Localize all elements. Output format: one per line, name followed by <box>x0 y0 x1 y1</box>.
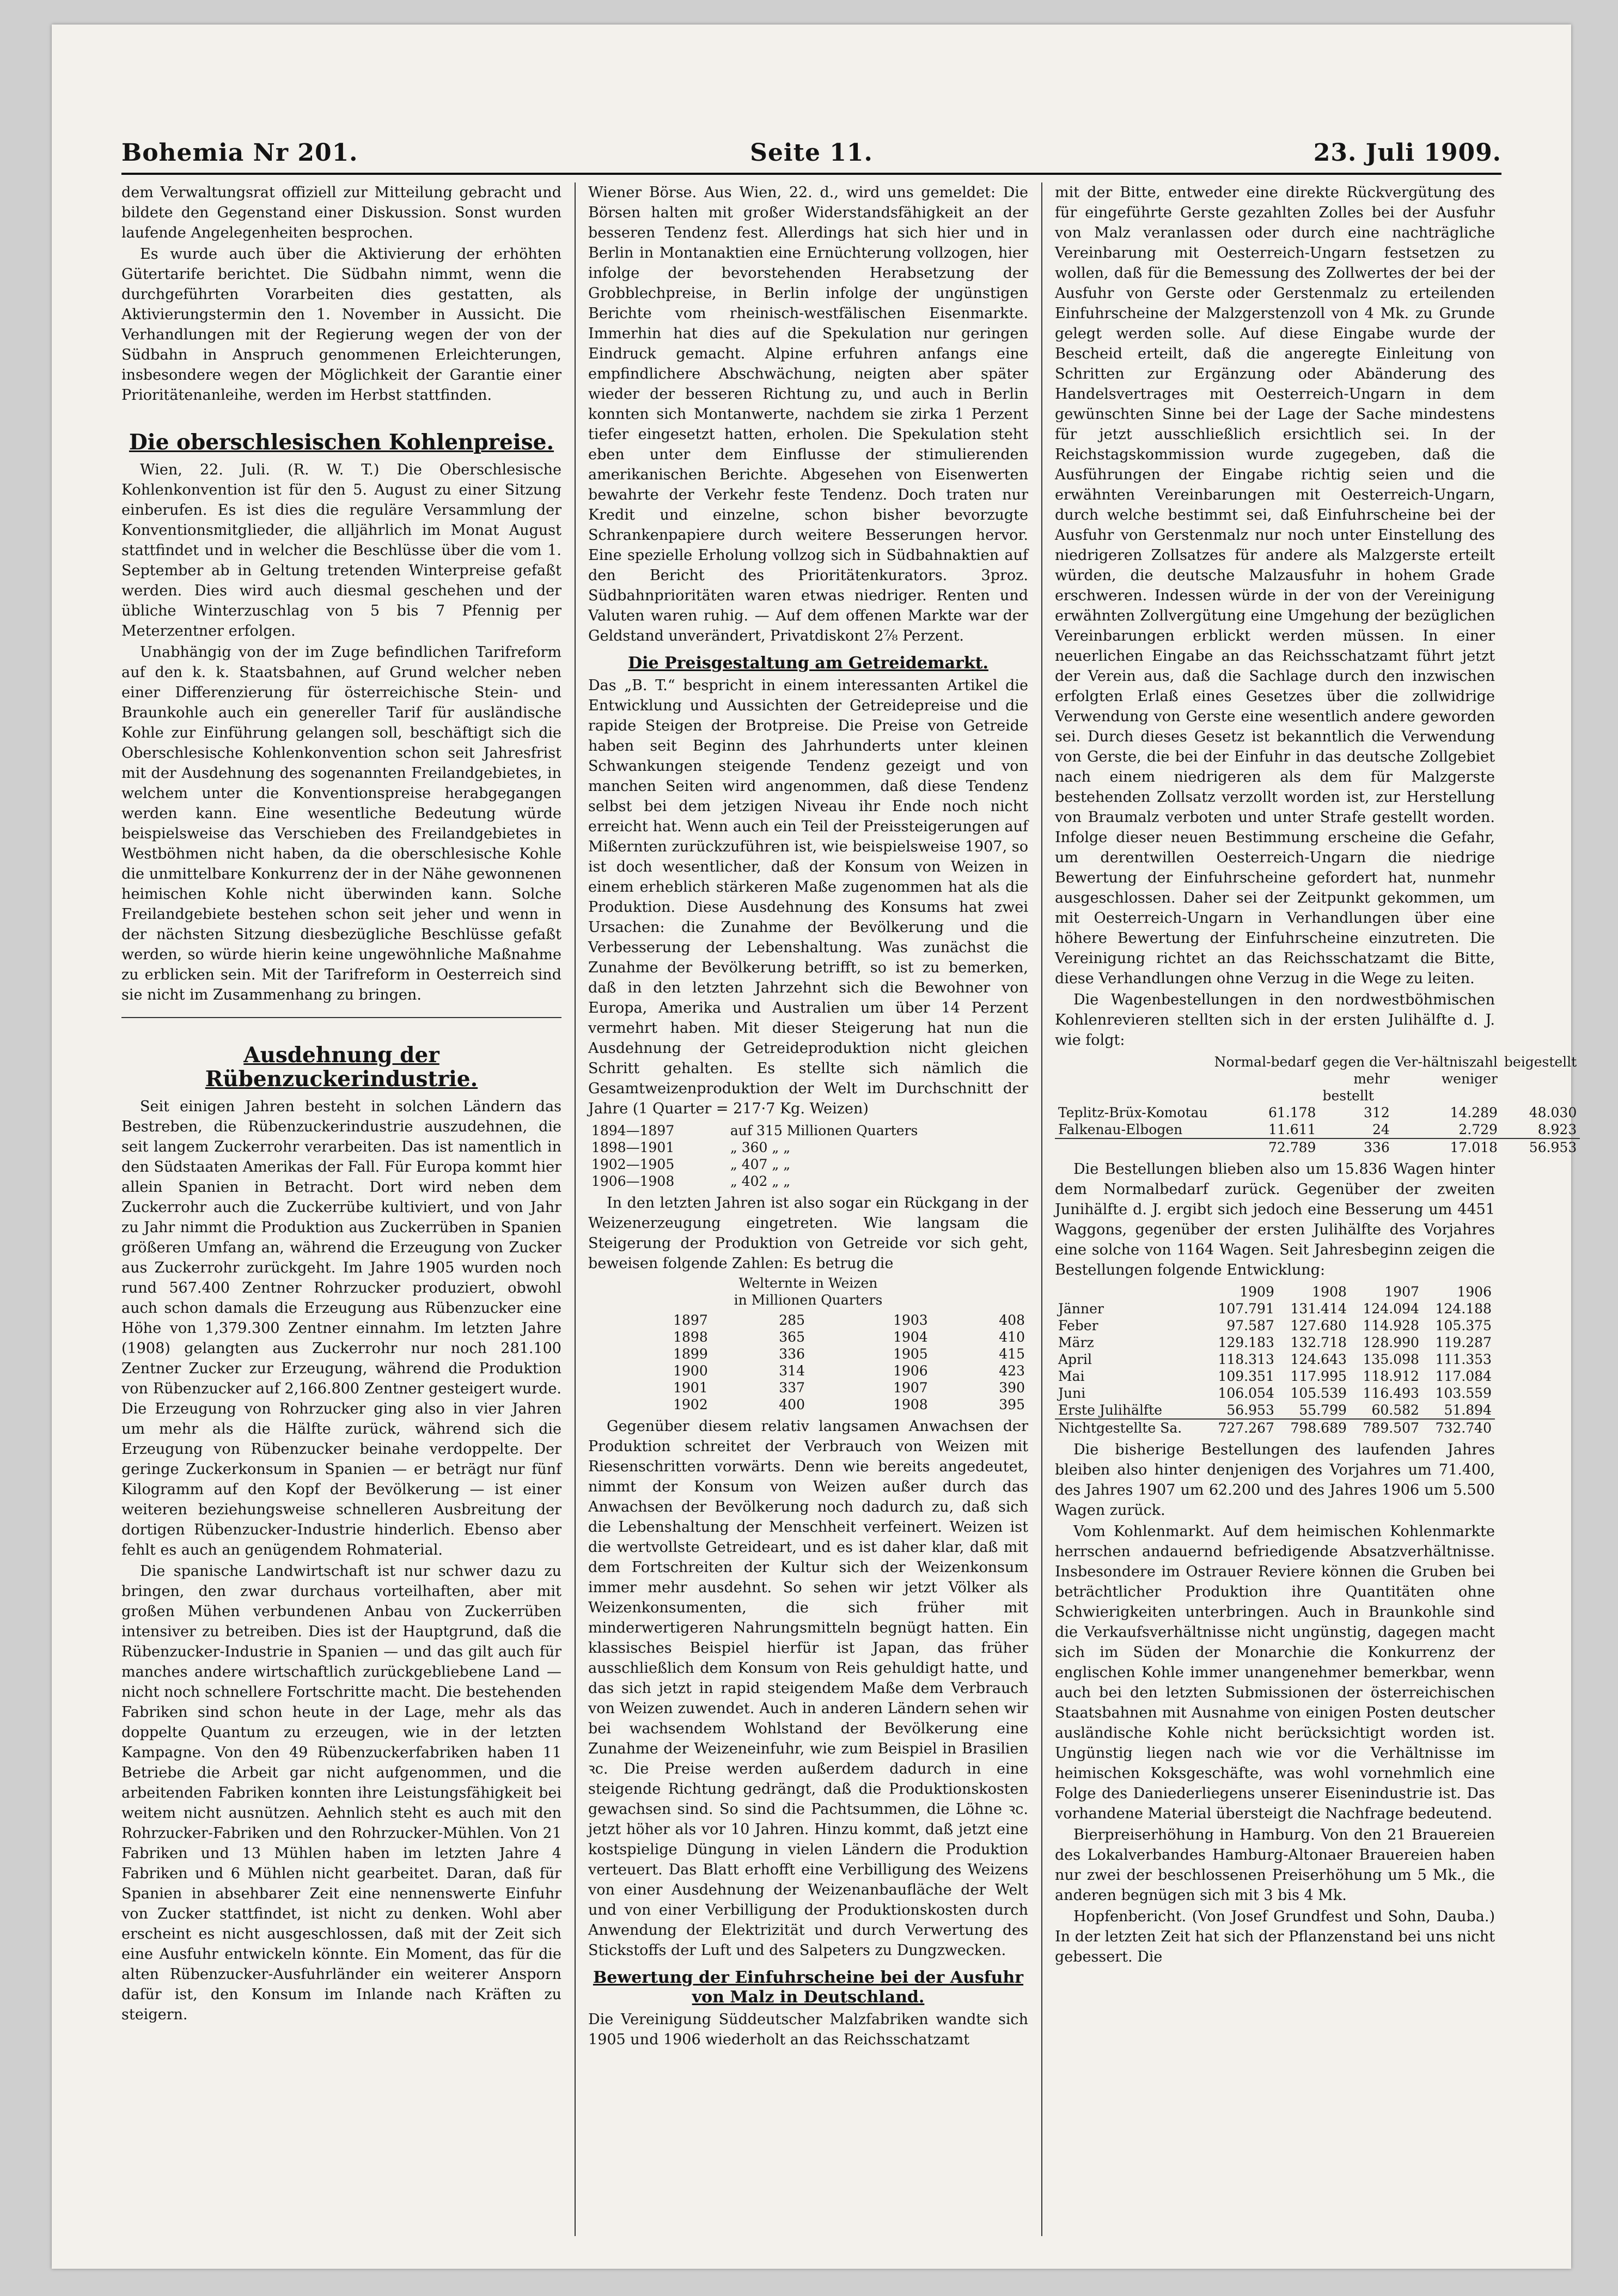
table-cell: Mai <box>1058 1368 1085 1384</box>
table-cell: 365 <box>779 1329 805 1345</box>
paragraph: Vom Kohlenmarkt. Auf dem heimischen Kohlenmarkte herrschen andauernd befriedigende Absatzverhältnisse. Insbesondere im Ostrauer Reviere können die Gruben bei beträchtlicher Produktion ihre Quantitäten ohne Schwierigkeiten unterbringen. Auch in Braunkohle sind die Verkaufsverhältnisse nicht ungünstig, dagegen macht sich im Süden der Monarchie die Konkurrenz der englischen Kohle immer unangenehmer bemerkbar, wenn auch bei den letzten Submissionen der österreichischen Staatsbahnen mit Ausnahme von einigen Posten deutscher ausländische Kohle nicht berücksichtigt worden ist. Ungünstig liegen nach wie vor die Verhältnisse im heimischen Koksgeschäfte, was wohl vornehmlich eine Folge des Daniederliegens unserer Eisenindustrie ist. Das vorhandene Material übersteigt die Nachfrage bedeutend. <box>1055 1523 1495 1822</box>
table-cell: 24 <box>1372 1122 1390 1137</box>
paragraph: Wiener Börse. Aus Wien, 22. d., wird uns gemeldet: Die Börsen halten mit großer Widerstandsfähigkeit an der besseren Tendenz fest. Allerdings hat sich hier und in Berlin in Montanaktien eine Ernüchterung vollzogen, hier infolge der bevorstehenden Herabsetzung der Grobblechpreise, in Berlin infolge der ungünstigen Berichte vom rheinisch-westfälischen Eisenmarkte. Immerhin hat dies auf die Spekulation nur geringen Eindruck gemacht. Alpine erfuhren anfangs eine empfindlichere Abschwächung, neigten aber später wieder der besseren Richtung zu, und auch in Berlin konnten sich Montanwerte, nachdem sie zirka 1 Perzent tiefer eingesetzt hatten, erholen. Die Spekulation steht eben unter dem Einflusse der stimulierenden amerikanischen Berichte. Abgesehen von Eisenwerten bewahrte der Verkehr feste Tendenz. Doch traten nur Kredit und einzelne, schon bisher bevorzugte Schrankenpapiere durch weitere Besserungen hervor. Eine spezielle Erholung vollzog sich in Südbahnaktien auf den Bericht des Prioritätenkurators. 3proz. Südbahnprioritäten waren etwas niedriger. Renten und Valuten waren ruhig. — Auf dem offenen Markte war der Geldstand unverändert, Privatdiskont 2⁷⁄₈ Perzent. <box>588 184 1028 644</box>
table-cell: 423 <box>999 1363 1025 1379</box>
table-cell: auf 315 Millionen Quarters <box>730 1123 918 1138</box>
table-cell: 1898 <box>673 1329 708 1345</box>
table-cell: 1903 <box>893 1312 928 1328</box>
table-cell: 61.178 <box>1268 1105 1316 1120</box>
paragraph: Die spanische Landwirtschaft ist nur schwer dazu zu bringen, den zwar durchaus vorteilhaften, aber mit großen Mühen verbundenen Anbau von Zuckerrüben intensiver zu betreiben. Dies ist der Hauptgrund, daß die Rübenzucker-Industrie in Spanien — und das gilt auch für manches andere wirtschaftlich zurückgebliebene Land — nicht noch schnellere Fortschritte macht. Die bestehenden Fabriken sind schon heute in der Lage, mehr als das doppelte Quantum zu erzeugen, wie in der letzten Kampagne. Von den 49 Rübenzuckerfabriken haben 11 Betriebe die Arbeit gar nicht aufgenommen, und die arbeitenden Fabriken konnten ihre Leistungsfähigkeit bei weitem nicht ausnützen. Aehnlich steht es auch mit den Rohrzucker-Fabriken und den Rohrzucker-Mühlen. Von 21 Fabriken und 13 Mühlen haben im letzten Jahre 4 Fabriken und 6 Mühlen nicht gearbeitet. Daran, daß für Spanien in absehbarer Zeit eine nennenswerte Einfuhr von Zucker stattfindet, ist nicht zu denken. Wohl aber erscheint es nicht ausgeschlossen, daß mit der Zeit sich eine Ausfuhr entwickeln könnte. Ein Moment, das für die alten Rübenzucker-Ausfuhrländer ein weiterer Ansporn dafür ist, den Konsum im Inlande nach Kräften zu steigern. <box>121 1563 561 2023</box>
table-cell: 1906 <box>1457 1284 1492 1300</box>
table-cell: 410 <box>999 1329 1025 1345</box>
paragraph: Es wurde auch über die Aktivierung der erhöhten Gütertarife berichtet. Die Südbahn nimmt, wenn die durchgeführten Vorarbeiten dies gestatten, als Aktivierungstermin den 1. November in Aussicht. Die Verhandlungen mit der Regierung wegen der von der Südbahn in Anspruch genommenen Erleichterungen, insbesondere wegen der Möglichkeit der Garantie einer Prioritätenanleihe, werden im Herbst stattfinden. <box>121 246 561 404</box>
table-cell: 131.414 <box>1290 1301 1347 1317</box>
paragraph: Das „B. T.“ bespricht in einem interessanten Artikel die Entwicklung und Aussichten der Getreidepreise und die rapide Steigen der Brotpreise. Die Preise von Getreide haben seit Beginn des Jahrhunderts unter kleinen Schwankungen steigende Tendenz gezeigt und von manchen Seiten wird angenommen, daß diese Tendenz selbst bei dem jetzigen Niveau ihr Ende noch nicht erreicht hat. Wenn auch ein Teil der Preissteigerungen auf Mißernten zurückzuführen ist, wie beispielsweise 1907, so ist doch wesentlicher, daß der Konsum von Weizen in einem erheblich stärkeren Maße zugenommen hat als die Produktion. Diese Ausdehnung des Konsums hat zwei Ursachen: die Zunahme der Bevölkerung und die Verbesserung der Lebenshaltung. Was zunächst die Zunahme der Bevölkerung betrifft, so ist zu bemerken, daß in den letzten Jahrzehnt sich die Bewohner von Europa, Amerika und Australien um über 14 Perzent vermehrt haben. Mit dieser Steigerung hat nun die Ausdehnung der Getreideproduktion nicht gleichen Schritt gehalten. Es stellte sich nämlich die Gesamtweizenproduktion der Welt im Durchschnitt der Jahre (1 Quarter = 217·7 Kg. Weizen) <box>588 677 1028 1117</box>
table-cell: 117.084 <box>1435 1368 1492 1384</box>
paragraph: Seit einigen Jahren besteht in solchen Ländern das Bestreben, die Rübenzuckerindustrie auszudehnen, die seit langem Zuckerrohr verarbeiten. Das ist namentlich in den Südstaaten Amerikas der Fall. Für Europa kommt hier allein Spanien in Betracht. Dort wird neben dem Zuckerrohr auch die Zuckerrübe kultiviert, und von Jahr zu Jahr nimmt die Produktion aus Zuckerrüben in Spanien größeren Umfang an, während die Erzeugung von Zucker aus Zuckerrohr zurückgeht. Im Jahre 1905 wurden noch rund 567.400 Zentner Rohrzucker produziert, obwohl auch schon damals die Erzeugung aus Rübenzucker eine Höhe von 1,379.300 Zentner einnahm. Im letzten Jahre (1908) gelangten aus Zuckerrohr nur noch 281.100 Zentner Zucker zur Erzeugung, während die Produktion von Rübenzucker auf 2,166.800 Zentner gesteigert wurde. Die Erzeugung von Rohrzucker ging also in vier Jahren um mehr als die Hälfte zurück, während sich die Erzeugung von Rübenzucker beinahe verdoppelte. Der geringe Zuckerkonsum in Spanien — er beträgt nur fünf Kilogramm auf den Kopf der Bevölkerung — ist einer weiteren beziehungsweise schnelleren Ausbreitung der dortigen Rübenzucker-Industrie hinderlich. Ebenso aber fehlt es auch an genügendem Rohmaterial. <box>121 1098 561 1558</box>
table-row <box>588 1122 1028 1139</box>
table-cell: 8.923 <box>1537 1122 1577 1137</box>
table-cell: 1898—1901 <box>591 1140 675 1155</box>
table-cell: 105.539 <box>1290 1385 1347 1401</box>
table-cell: März <box>1058 1335 1094 1350</box>
table-cell: 400 <box>779 1397 805 1412</box>
table-cell: 128.990 <box>1363 1335 1419 1350</box>
monthly-table <box>1055 1283 1495 1436</box>
article-heading: Die oberschlesischen Kohlenpreise. <box>129 430 554 455</box>
paragraph: Die bisherige Bestellungen des laufenden Jahres bleiben also hinter denjenigen des Vorjahres um 71.400, des Jahres 1907 um 62.200 und des Jahres 1906 um 5.500 Wagen zurück. <box>1055 1441 1495 1519</box>
table-cell: 1908 <box>1312 1284 1347 1300</box>
table-cell: April <box>1058 1351 1092 1367</box>
table-cell: „ 407 „ „ <box>730 1156 791 1172</box>
table-cell: 1897 <box>673 1312 708 1328</box>
column-rule <box>1041 182 1042 2236</box>
table-cell: 106.054 <box>1218 1385 1274 1401</box>
table-cell: „ 402 „ „ <box>730 1173 791 1189</box>
table-cell: 105.375 <box>1435 1318 1492 1333</box>
table-cell: 116.493 <box>1363 1385 1419 1401</box>
table-cell: 107.791 <box>1218 1301 1274 1317</box>
table-row <box>588 1345 1028 1362</box>
table-cell: 1900 <box>673 1363 708 1379</box>
table-cell: 56.953 <box>1226 1402 1274 1418</box>
table-cell: 1906—1908 <box>591 1173 675 1189</box>
paragraph: Gegenüber diesem relativ langsamen Anwachsen der Produktion schreitet der Verbrauch von Weizen mit Riesenschritten vorwärts. Denn wie bereits angedeutet, nimmt der Konsum von Weizen außer durch das Anwachsen der Bevölkerung noch dadurch zu, daß sich die Lebenshaltung der Menschheit verfeinert. Weizen ist die wertvollste Getreideart, und es ist daher klar, daß mit dem Fortschreiten der Kultur sich der Weizenkonsum immer mehr ausdehnt. So sehen wir jetzt Völker als Weizenkonsumenten, die sich früher mit minderwertigeren Nahrungsmitteln begnügt hatten. Ein klassisches Beispiel hierfür ist Japan, das früher ausschließlich dem Konsum von Reis gehuldigt hatte, und das sich jetzt in rapid steigendem Maße dem Verbrauch von Weizen zuwendet. Auch in anderen Ländern sehen wir bei wachsendem Wohlstand der Bevölkerung eine Zunahme der Weizeneinfuhr, wie zum Beispiel in Brasilien ꝛc. Die Preise werden außerdem dadurch in eine steigende Richtung gedrängt, daß die Produktionskosten gewachsen sind. So sind die Pachtsummen, die Löhne ꝛc. jetzt höher als vor 10 Jahren. Hinzu kommt, daß jetzt eine kostspielige Düngung in vielen Ländern die Produktion verteuert. Das Blatt erhofft eine Verbilligung des Weizens von einer Ausdehnung der Weizenanbaufläche der Welt und von einer Verbilligung der Produktionskosten durch Anwendung der Elektrizität und durch Verwertung des Stickstoffs der Luft und des Salpeters zu Dungzwecken. <box>588 1418 1028 1959</box>
table-header <box>1055 1283 1205 1300</box>
column-1 <box>121 182 561 2236</box>
table-row <box>1055 1368 1495 1385</box>
production-table <box>588 1122 1028 1190</box>
table-header <box>1501 1087 1580 1104</box>
table-cell: 336 <box>779 1346 805 1362</box>
table-row <box>588 1156 1028 1173</box>
table-cell: 48.030 <box>1529 1105 1577 1120</box>
table-cell: 395 <box>999 1397 1025 1412</box>
paragraph: Bierpreiserhöhung in Hamburg. Von den 21 Brauereien des Lokalverbandes Hamburg-Altonaer Brauereien haben nur zwei der beschlossenen Preiserhöhung um 5 Mk., die anderen begnügen sich mit 3 bis 4 Mk. <box>1055 1826 1495 1904</box>
table-cell: 14.289 <box>1450 1105 1498 1120</box>
table-cell: 798.689 <box>1278 1419 1350 1436</box>
table-cell: 135.098 <box>1363 1351 1419 1367</box>
table-cell: 1907 <box>893 1380 928 1396</box>
table-cell: Juni <box>1058 1385 1086 1401</box>
table-row <box>1055 1419 1495 1436</box>
paragraph: Hopfenbericht. (Von Josef Grundfest und Sohn, Dauba.) In der letzten Zeit hat sich der Pflanzenstand bei uns nicht gebessert. Die <box>1055 1908 1495 1965</box>
paragraph: dem Verwaltungsrat offiziell zur Mitteilung gebracht und bildete den Gegenstand einer Diskussion. Sonst wurden laufende Angelegenheiten besprochen. <box>121 184 561 241</box>
column-rule <box>575 182 576 2236</box>
table-row <box>1055 1317 1495 1334</box>
masthead <box>121 117 1501 188</box>
table-cell: 337 <box>779 1380 805 1396</box>
table-row <box>588 1312 1028 1329</box>
table-row <box>1055 1138 1580 1156</box>
page-number: Seite 11. <box>750 139 873 167</box>
table-cell: 314 <box>779 1363 805 1379</box>
masthead-rule <box>121 173 1501 175</box>
table-cell: Nichtgestellte Sa. <box>1055 1419 1205 1436</box>
table-cell: 1909 <box>1240 1284 1274 1300</box>
table-header <box>1211 1070 1320 1087</box>
table-cell: Erste Julihälfte <box>1058 1402 1163 1418</box>
paragraph: In den letzten Jahren ist also sogar ein Rückgang in der Weizenerzeugung eingetreten. Wie langsam die Steigerung der Produktion von Getreide vor sich geht, beweisen folgende Zahlen: Es betrug die <box>588 1195 1028 1272</box>
table-cell: 1905 <box>893 1346 928 1362</box>
table-cell: 109.351 <box>1218 1368 1274 1384</box>
table-cell: 60.582 <box>1371 1402 1419 1418</box>
paragraph: Die Vereinigung Süddeutscher Malzfabriken wandte sich 1905 und 1906 wiederholt an das Reichsschatzamt <box>588 2011 1028 2048</box>
paragraph: Unabhängig von der im Zuge befindlichen Tarifreform auf den k. k. Staatsbahnen, auf Grund welcher neben einer Differenzierung für österreichische Stein- und Braunkohle auch ein genereller Tarif für ausländische Kohle zur Einführung gelangen soll, beschäftigt sich die Oberschlesische Kohlenkonvention schon seit Jahresfrist mit der Ausdehnung des sogenannten Freilandgebietes, in welchem unter die Konventionspreise herabgegangen werden kann. Eine wesentliche Bedeutung würde beispielsweise das Verschieben des Freilandgebietes in Westböhmen nicht haben, da die oberschlesische Kohle die unmittelbare Konkurrenz der in der Nähe gewonnenen heimischen Kohle nicht überwinden kann. Solche Freilandgebiete bestehen schon seit jeher und wenn in der nächsten Sitzung diesbezügliche Beschlüsse gefaßt werden, so würde hierin keine ungewöhnliche Maßnahme zu erblicken sein. Mit der Tarifreform in Oesterreich sind sie nicht im Zusammenhang zu bringen. <box>121 644 561 1003</box>
table-cell: 97.587 <box>1226 1318 1274 1333</box>
table-cell: 1904 <box>893 1329 928 1345</box>
article-heading: Die Preisgestaltung am Getreidemarkt. <box>628 654 988 673</box>
table-cell: 124.188 <box>1435 1301 1492 1317</box>
table-row <box>1055 1121 1580 1138</box>
table-cell: Feber <box>1058 1318 1098 1333</box>
table-header: Normal-bedarf <box>1214 1054 1316 1070</box>
table-cell: 1902—1905 <box>591 1156 675 1172</box>
table-cell: 732.740 <box>1422 1419 1495 1436</box>
table-row <box>588 1379 1028 1396</box>
table-cell: 119.287 <box>1435 1335 1492 1350</box>
table-cell: 56.953 <box>1501 1138 1580 1156</box>
table-cell: 118.912 <box>1363 1368 1419 1384</box>
table-cell: 789.507 <box>1350 1419 1422 1436</box>
wagon-table <box>1055 1053 1580 1156</box>
table-cell: 285 <box>779 1312 805 1328</box>
table-header <box>1055 1070 1211 1087</box>
table-cell: 17.018 <box>1393 1138 1501 1156</box>
table-cell: 111.353 <box>1435 1351 1492 1367</box>
newspaper-page <box>52 25 1577 2269</box>
table-cell: 127.680 <box>1290 1318 1347 1333</box>
table-row <box>588 1139 1028 1156</box>
table-cell: 129.183 <box>1218 1335 1274 1350</box>
table-cell: 124.643 <box>1290 1351 1347 1367</box>
column-2 <box>588 182 1028 2236</box>
table-cell: 1902 <box>673 1397 708 1412</box>
table-header <box>1211 1087 1320 1104</box>
table-header: weniger <box>1441 1071 1498 1087</box>
table-cell: 1906 <box>893 1363 928 1379</box>
table-cell: 11.611 <box>1268 1122 1316 1137</box>
table-header: mehr <box>1353 1071 1390 1087</box>
table-cell: 103.559 <box>1435 1385 1492 1401</box>
separator <box>121 1017 561 1018</box>
article-heading: Bewertung der Einfuhrscheine bei der Ausfuhr von Malz in Deutschland. <box>593 1968 1024 2007</box>
paragraph: Die Wagenbestellungen in den nordwestböhmischen Kohlenrevieren stellten sich in der ersten Julihälfte d. J. wie folgt: <box>1055 991 1495 1049</box>
harvest-table <box>588 1312 1028 1413</box>
table-cell: 1894—1897 <box>591 1123 675 1138</box>
table-cell: 727.267 <box>1205 1419 1278 1436</box>
table-cell: 1899 <box>673 1346 708 1362</box>
table-row <box>588 1329 1028 1345</box>
table-cell: Falkenau-Elbogen <box>1058 1122 1183 1137</box>
table-cell: 390 <box>999 1380 1025 1396</box>
masthead-date: 23. Juli 1909. <box>1313 139 1501 167</box>
table-row <box>1055 1351 1495 1368</box>
table-cell: Teplitz-Brüx-Komotau <box>1058 1105 1208 1120</box>
table-cell: 114.928 <box>1363 1318 1419 1333</box>
table-row <box>588 1396 1028 1413</box>
table-cell: 55.799 <box>1299 1402 1347 1418</box>
table-cell: „ 360 „ „ <box>730 1140 791 1155</box>
table-row <box>1055 1385 1495 1402</box>
table-cell: 312 <box>1364 1105 1390 1120</box>
table-cell: 415 <box>999 1346 1025 1362</box>
table-header: bestellt <box>1322 1088 1374 1104</box>
table-cell: 72.789 <box>1211 1138 1320 1156</box>
table-row <box>1055 1402 1495 1419</box>
table-header <box>1055 1087 1211 1104</box>
table-cell: 1908 <box>893 1397 928 1412</box>
table-cell <box>1055 1138 1211 1156</box>
column-3 <box>1055 182 1577 2236</box>
table-cell: 51.894 <box>1444 1402 1492 1418</box>
table-header: gegen die Ver-hältniszahl <box>1322 1054 1498 1070</box>
table-header <box>1055 1053 1211 1070</box>
table-cell: 124.094 <box>1363 1301 1419 1317</box>
paragraph: Die Bestellungen blieben also um 15.836 Wagen hinter dem Normalbedarf zurück. Gegenüber der zweiten Junihälfte d. J. ergibt sich jedoch eine Besserung um 4451 Waggons, gegenüber der ersten Julihälfte des Vorjahres eine solche von 1164 Wagen. Seit Jahresbeginn zeigen die Bestellungen folgende Entwicklung: <box>1055 1161 1495 1278</box>
table-cell: 1907 <box>1384 1284 1419 1300</box>
table-cell: 336 <box>1319 1138 1393 1156</box>
paragraph: Wien, 22. Juli. (R. W. T.) Die Oberschlesische Kohlenkonvention ist für den 5. August zu einer Sitzung einberufen. Es ist dies die reguläre Versammlung der Konventionsmitglieder, die alljährlich im Monat August stattfindet und in welcher die Beschlüsse über die vom 1. September ab in Geltung tretenden Winterpreise gefaßt werden. Dies wird auch diesmal geschehen und der übliche Winterzuschlag von 5 bis 7 Pfennig per Meterzentner erfolgen. <box>121 461 561 640</box>
table-header <box>1501 1070 1580 1087</box>
table-header: beigestellt <box>1504 1054 1577 1070</box>
table-cell: 132.718 <box>1290 1335 1347 1350</box>
table-row <box>1055 1334 1495 1351</box>
table-cell: 2.729 <box>1458 1122 1498 1137</box>
table-cell: 118.313 <box>1218 1351 1274 1367</box>
table-title: Welternte in Weizen <box>738 1275 878 1291</box>
paragraph: mit der Bitte, entweder eine direkte Rückvergütung des für eingeführte Gerste gezahlten Zolles bei der Ausfuhr von Malz veranlassen oder durch eine nachträgliche Vereinbarung mit Oesterreich-Ungarn festsetzen zu wollen, daß für die Bemessung des Zollwertes der bei der Ausfuhr von Gerste oder Gerstenmalz zu erteilenden Einfuhrscheine der Malzgerstenzoll von 4 Mk. zu Grunde gelegt werden solle. Auf diese Eingabe wurde der Bescheid erteilt, daß die angeregte Einleitung von Schritten zur Ergänzung oder Abänderung des Handelsvertrages mit Oesterreich-Ungarn in dem gewünschten Sinne bei der Lage der Sache mindestens für jetzt ausschließlich ersichtlich sei. In der Reichstagskommission wurde zugegeben, daß die Ausführungen der Eingabe richtig seien und die erwähnten Vereinbarungen mit Oesterreich-Ungarn, durch welche bestimmt sei, daß Einfuhrscheine bei der Ausfuhr von Gerstenmalz nur noch unter Einstellung des niedrigeren Zollsatzes für andere als Malzgerste erteilt würden, die deutsche Malzausfuhr in hohem Grade erschweren. Indessen würde in der von der Vereinigung erwähnten Zollvergütung eine Umgehung der bezüglichen Vereinbarungen erblickt werden müssen. In einer neuerlichen Eingabe an das Reichsschatzamt führt jetzt der Verein aus, daß die Sachlage durch den inzwischen erfolgten Erlaß eines Gesetzes über die zollwidrige Verwendung von Gerste eine wesentlich andere geworden sei. Durch dieses Gesetz ist bekanntlich die Verwendung von Gerste, die bei der Einfuhr in das deutsche Zollgebiet nach einem niedrigeren als dem für Malzgerste bestehenden Zollsatz verzollt worden ist, zur Herstellung von Braumalz verboten und unter Strafe gestellt worden. Infolge dieser neuen Bestimmung erscheine die Gefahr, um derentwillen Oesterreich-Ungarn die niedrige Bewertung der Einfuhrscheine gefordert hat, nunmehr ausgeschlossen. Daher sei der Zeitpunkt gekommen, um mit Oesterreich-Ungarn in Verhandlungen über eine höhere Bewertung der Einfuhrscheine einzutreten. Die Vereinigung richtet an das Reichsschatzamt die Bitte, diese Verhandlungen ohne Verzug in die Wege zu leiten. <box>1055 184 1495 987</box>
article-heading: Ausdehnung der Rübenzuckerindustrie. <box>205 1043 478 1092</box>
table-cell: 1901 <box>673 1380 708 1396</box>
table-row <box>588 1173 1028 1190</box>
table-subtitle: in Millionen Quarters <box>734 1292 883 1308</box>
table-cell: 408 <box>999 1312 1025 1328</box>
masthead-title: Bohemia Nr 201. <box>121 139 358 167</box>
table-cell: 117.995 <box>1290 1368 1347 1384</box>
table-row <box>1055 1104 1580 1121</box>
table-row <box>588 1362 1028 1379</box>
table-row <box>1055 1300 1495 1317</box>
table-cell: Jänner <box>1058 1301 1104 1317</box>
